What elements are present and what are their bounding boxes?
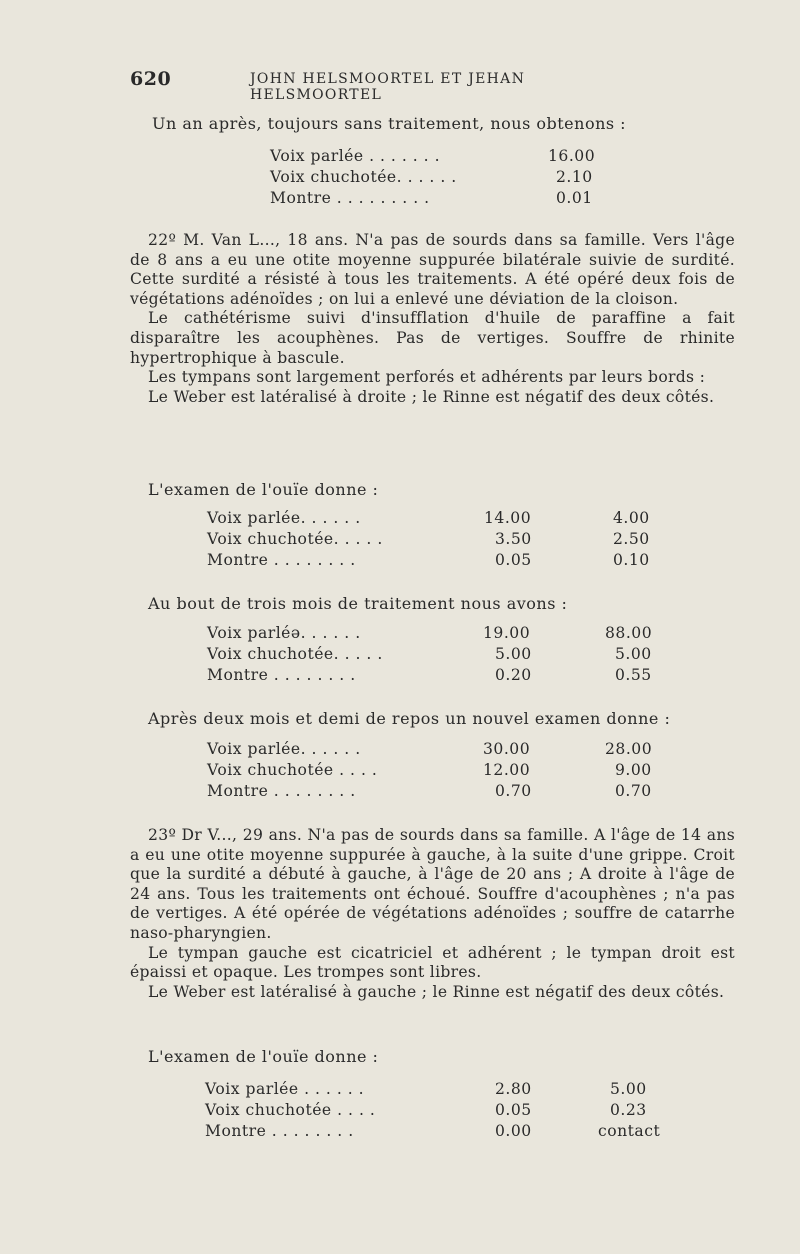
table-row [207, 782, 667, 803]
page-number: 620 [130, 68, 172, 90]
measure-table-repos [207, 740, 667, 803]
row-label: Voix parlée. . . . . . [207, 509, 361, 527]
intro-repos: Après deux mois et demi de repos un nouvel examen donne : [148, 709, 671, 728]
case-22-history: 22º M. Van L..., 18 ans. N'a pas de sourds dans sa famille. Vers l'âge de 8 ans a eu une otite moyenne suppurée bilatérale suivie de surdité. Cette surdité a résisté à tous les traitements. A été opéré deux fois de végétations adénoïdes ; on lui a enlevé une déviation de la cloison. [130, 231, 735, 308]
row-value-left: 19.00 [483, 624, 531, 642]
measure-table-followup [270, 147, 600, 210]
row-label: Montre . . . . . . . . [207, 666, 356, 684]
table-row [207, 624, 667, 645]
case-22-weber-rinne: Le Weber est latéralisé à droite ; le Rinne est négatif des deux côtés. [148, 387, 715, 406]
case-22 [130, 231, 735, 407]
table-row [270, 168, 600, 189]
case-23-tympans: Le tympan gauche est cicatriciel et adhérent ; le tympan droit est épaissi et opaque. Les trompes sont libres. [130, 943, 735, 982]
case-22-tympans: Les tympans sont largement perforés et adhérents par leurs bords : [148, 368, 706, 387]
intro-trois-mois: Au bout de trois mois de traitement nous avons : [148, 594, 568, 613]
row-value-left: 2.80 [495, 1080, 532, 1098]
case-23-history: 23º Dr V..., 29 ans. N'a pas de sourds dans sa famille. A l'âge de 14 ans a eu une otite moyenne suppurée à gauche, à la suite d'une grippe. Croit que la surdité a débuté à gauche, à l'âge de 20 ans ; A droite à l'âge de 24 ans. Tous les traitements ont échoué. Souffre d'acouphènes ; n'a pas de vertiges. A été opérée de végétations adénoïdes ; souffre de catarrhe naso-pharyngien. [130, 826, 735, 942]
running-head: JOHN HELSMOORTEL ET JEHAN HELSMOORTEL [250, 71, 526, 103]
table-row [207, 645, 667, 666]
row-value-right: contact [598, 1122, 661, 1140]
table-row [207, 666, 667, 687]
table-row [205, 1101, 675, 1122]
row-label: Voix chuchotée. . . . . [207, 530, 383, 548]
row-value: 2.10 [556, 168, 593, 186]
row-label: Voix parlée . . . . . . . [270, 147, 441, 165]
row-label: Montre . . . . . . . . [207, 782, 356, 800]
row-value-right: 28.00 [605, 740, 653, 758]
row-value-right: 9.00 [615, 761, 652, 779]
row-label: Montre . . . . . . . . . [270, 189, 430, 207]
measure-table-trois-mois [207, 624, 667, 687]
row-value-left: 0.05 [495, 551, 532, 569]
intro-examen-22: L'examen de l'ouïe donne : [148, 480, 379, 499]
row-value: 16.00 [548, 147, 596, 165]
table-row [270, 147, 600, 168]
row-value-right: 5.00 [610, 1080, 647, 1098]
intro-followup: Un an après, toujours sans traitement, nous obtenons : [152, 114, 627, 133]
row-value-left: 0.00 [495, 1122, 532, 1140]
row-label: Voix parlée . . . . . . [205, 1080, 365, 1098]
table-row [207, 509, 667, 530]
row-value-right: 0.10 [613, 551, 650, 569]
row-value-left: 0.05 [495, 1101, 532, 1119]
row-value-left: 14.00 [484, 509, 532, 527]
row-value-right: 0.70 [615, 782, 652, 800]
row-value-left: 0.70 [495, 782, 532, 800]
row-label: Voix parlée. . . . . . [207, 740, 361, 758]
table-row [207, 740, 667, 761]
row-value-left: 30.00 [483, 740, 531, 758]
row-value-left: 3.50 [495, 530, 532, 548]
table-row [270, 189, 600, 210]
row-value-right: 88.00 [605, 624, 653, 642]
row-label: Montre . . . . . . . . [207, 551, 356, 569]
table-row [205, 1122, 675, 1143]
row-label: Voix chuchotée. . . . . . [270, 168, 457, 186]
measure-table-examen-23 [205, 1080, 675, 1143]
intro-examen-23: L'examen de l'ouïe donne : [148, 1047, 379, 1066]
case-23 [130, 826, 735, 1002]
row-label: Voix parléə. . . . . . [207, 624, 361, 642]
table-row [207, 551, 667, 572]
row-label: Voix chuchotée . . . . [205, 1101, 376, 1119]
row-value-right: 5.00 [615, 645, 652, 663]
row-label: Voix chuchotée. . . . . [207, 645, 383, 663]
table-row [205, 1080, 675, 1101]
row-value-left: 0.20 [495, 666, 532, 684]
row-label: Voix chuchotée . . . . [207, 761, 378, 779]
row-value-right: 0.55 [615, 666, 652, 684]
case-23-weber-rinne: Le Weber est latéralisé à gauche ; le Rinne est négatif des deux côtés. [148, 982, 725, 1001]
case-22-treatment: Le cathétérisme suivi d'insufflation d'huile de paraffine a fait disparaître les acouphènes. Pas de vertiges. Souffre de rhinite hypertrophique à bascule. [130, 309, 735, 367]
row-value-left: 5.00 [495, 645, 532, 663]
row-label: Montre . . . . . . . . [205, 1122, 354, 1140]
row-value: 0.01 [556, 189, 593, 207]
row-value-right: 0.23 [610, 1101, 647, 1119]
row-value-left: 12.00 [483, 761, 531, 779]
page-header [130, 68, 650, 103]
table-row [207, 530, 667, 551]
table-row [207, 761, 667, 782]
row-value-right: 4.00 [613, 509, 650, 527]
row-value-right: 2.50 [613, 530, 650, 548]
measure-table-examen-22 [207, 509, 667, 572]
